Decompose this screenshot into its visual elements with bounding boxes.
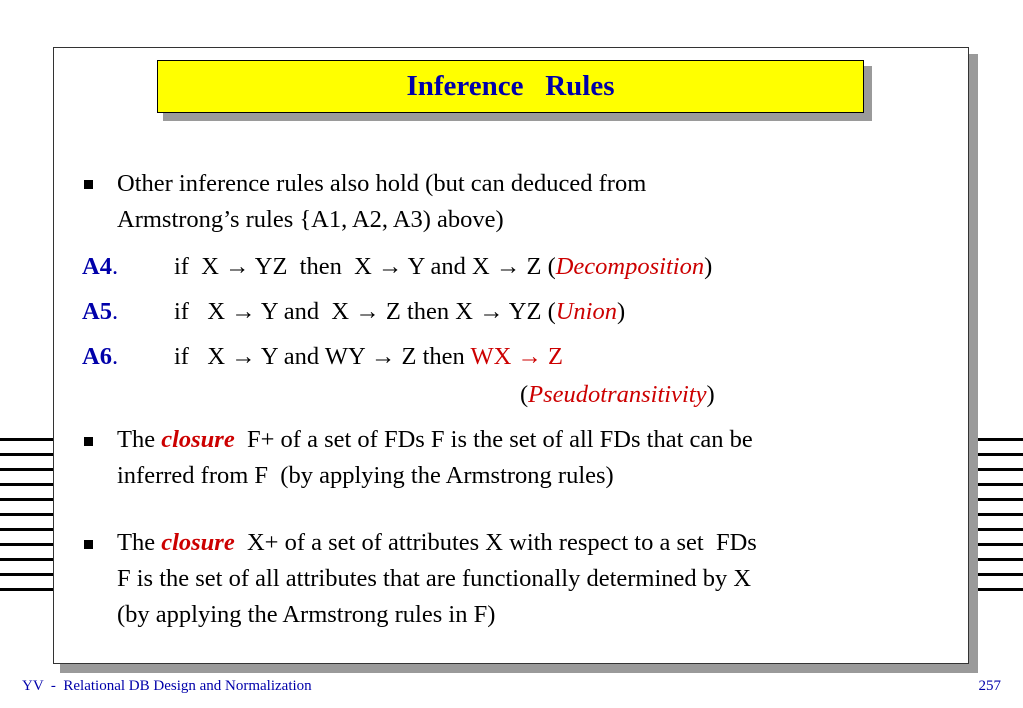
bullet-3-pre: The	[117, 529, 162, 556]
bullet-2-text	[117, 422, 947, 494]
bullet-2-pre: The	[117, 426, 162, 453]
rule-a4	[82, 249, 962, 285]
bullet-3-line-1	[117, 525, 947, 561]
rule-a4-body: if X → YZ then X → Y and X → Z (	[174, 253, 556, 280]
bullet-marker	[84, 540, 93, 549]
rule-a4-close: )	[704, 253, 713, 280]
rule-a5-body: if X → Y and X → Z then X → YZ (	[174, 298, 556, 325]
rule-a6-close: )	[706, 381, 715, 408]
bullet-3-text	[117, 525, 947, 633]
bullet-marker	[84, 437, 93, 446]
bullet-2-line-1	[117, 422, 947, 458]
rule-a6-name-line	[520, 377, 820, 413]
rule-a4-label: A4	[82, 253, 112, 280]
bullet-1-line-1: Other inference rules also hold (but can deduced from	[117, 170, 647, 197]
rule-a5	[82, 294, 962, 330]
bullet-3-rest: X+ of a set of attributes X with respect to a set FDs	[234, 529, 757, 556]
rule-a6-dot: .	[111, 343, 119, 370]
bullet-3-closure-term: closure	[161, 529, 235, 556]
bullet-1-text	[117, 166, 947, 238]
bullet-2-closure-term: closure	[161, 426, 235, 453]
bullet-2-line-2: inferred from F (by applying the Armstrong rules)	[117, 462, 614, 489]
slide-title: Inference Rules	[406, 70, 615, 102]
bullet-marker	[84, 180, 93, 189]
rule-a6-conclusion: WX → Z	[470, 343, 563, 370]
rule-a4-dot: .	[111, 253, 119, 280]
bullet-3-line-2: F is the set of all attributes that are functionally determined by X	[117, 565, 752, 592]
rule-a4-name: Decomposition	[555, 253, 705, 280]
footer-page-number: 257	[978, 678, 1001, 694]
rule-a5-label: A5	[82, 298, 112, 325]
rule-a6-body: if X → Y and WY → Z then	[174, 343, 471, 370]
rule-a5-name: Union	[555, 298, 617, 325]
footer-course-title: YV - Relational DB Design and Normalization	[22, 678, 312, 694]
bullet-3-line-3: (by applying the Armstrong rules in F)	[117, 601, 496, 628]
rule-a6-label: A6	[82, 343, 112, 370]
rule-a5-close: )	[616, 298, 626, 325]
rule-a6-name: Pseudotransitivity	[528, 381, 707, 408]
bullet-2-rest: F+ of a set of FDs F is the set of all FDs that can be	[234, 426, 753, 453]
bullet-1-line-2: Armstrong’s rules {A1, A2, A3) above)	[117, 206, 504, 233]
rule-a6	[82, 339, 962, 375]
rule-a5-dot: .	[111, 298, 119, 325]
rule-a6-open: (	[520, 381, 529, 408]
